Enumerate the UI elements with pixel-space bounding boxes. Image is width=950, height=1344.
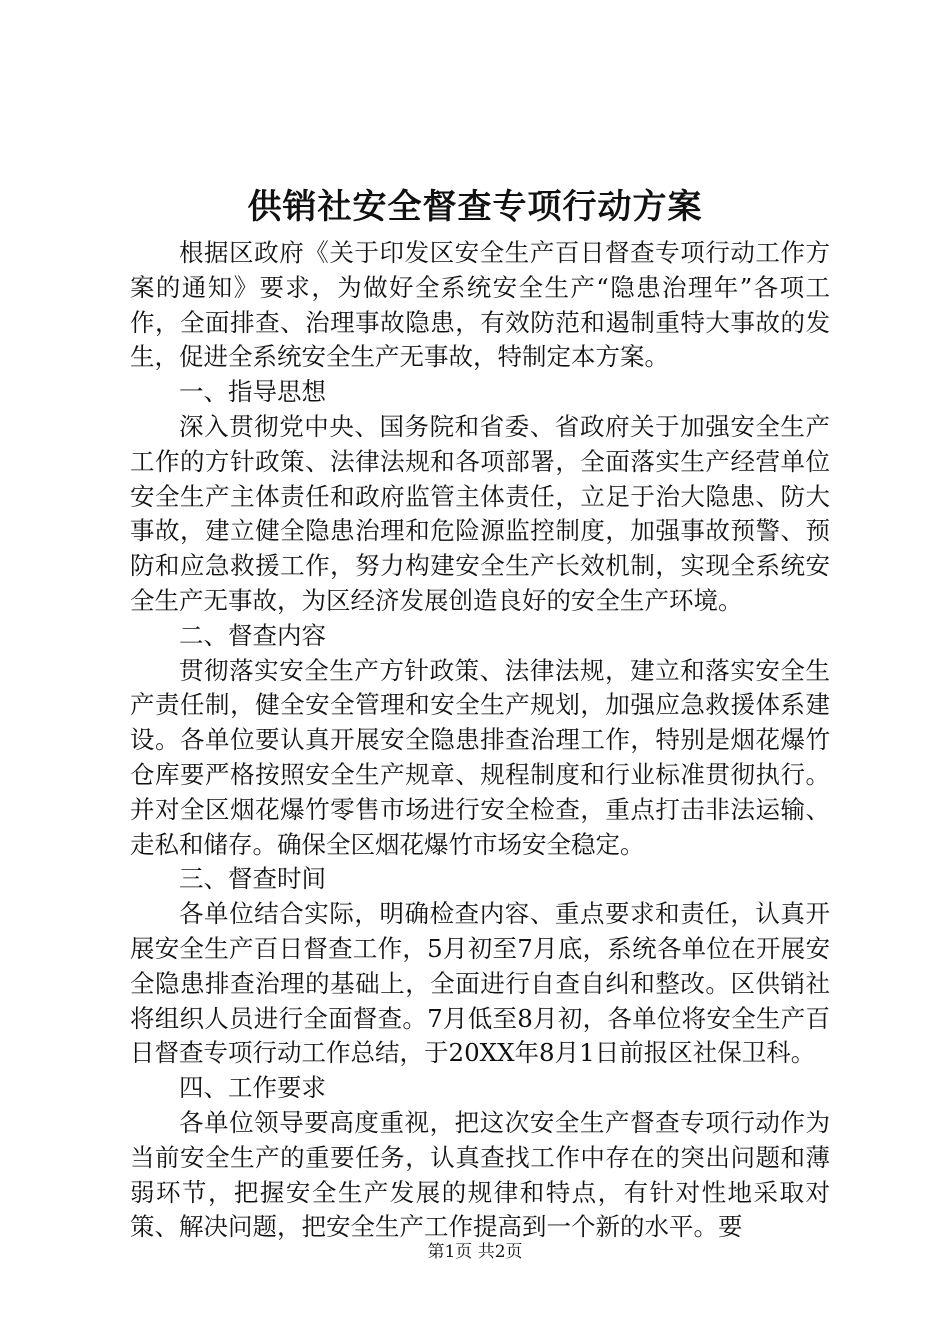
inspection-time-paragraph: 各单位结合实际，明确检查内容、重点要求和责任，认真开展安全生产百日督查工作，5月初至7月底，系统各单位在开展安全隐患排查治理的基础上，全面进行自查自纠和整改。区供销社将组织人员进行全面督查。7月低至8月初，各单位将安全生产百日督查专项行动工作总结，于20XX年8月1日前报区社保卫科。	[130, 899, 830, 1068]
guiding-thought-paragraph: 深入贯彻党中央、国务院和省委、省政府关于加强安全生产工作的方针政策、法律法规和各项部署，全面落实生产经营单位安全生产主体责任和政府监管主体责任，立足于治大隐患、防大事故，建立健全隐患治理和危险源监控制度，加强事故预警、预防和应急救援工作，努力构建安全生产长效机制，实现全系统安全生产无事故，为区经济发展创造良好的安全生产环境。	[130, 411, 830, 615]
document-body	[130, 236, 830, 1245]
section-heading-guiding-thought: 一、指导思想	[179, 377, 326, 407]
inspection-content-paragraph: 贯彻落实安全生产方针政策、法律法规，建立和落实安全生产责任制，健全安全管理和安全生产规划，加强应急救援体系建设。各单位要认真开展安全隐患排查治理工作，特别是烟花爆竹仓库要严格按照安全生产规章、规程制度和行业标准贯彻执行。并对全区烟花爆竹零售市场进行安全检查，重点打击非法运输、走私和储存。确保全区烟花爆竹市场安全稳定。	[130, 655, 830, 859]
intro-paragraph: 根据区政府《关于印发区安全生产百日督查专项行动工作方案的通知》要求，为做好全系统安全生产“隐患治理年”各项工作，全面排查、治理事故隐患，有效防范和遏制重特大事故的发生，促进全系统安全生产无事故，特制定本方案。	[130, 238, 830, 372]
section-heading-inspection-content: 二、督查内容	[179, 620, 326, 650]
document-title: 供销社安全督查专项行动方案	[247, 187, 703, 227]
work-requirements-paragraph: 各单位领导要高度重视，把这次安全生产督查专项行动作为当前安全生产的重要任务，认真查找工作中存在的突出问题和薄弱环节，把握安全生产发展的规律和特点，有针对性地采取对策、解决问题，把安全生产工作提高到一个新的水平。要	[130, 1107, 830, 1242]
section-heading-inspection-time: 三、督查时间	[179, 864, 326, 894]
page-number-footer: 第1页 共2页	[427, 1242, 523, 1262]
section-heading-work-requirements: 四、工作要求	[179, 1073, 326, 1103]
